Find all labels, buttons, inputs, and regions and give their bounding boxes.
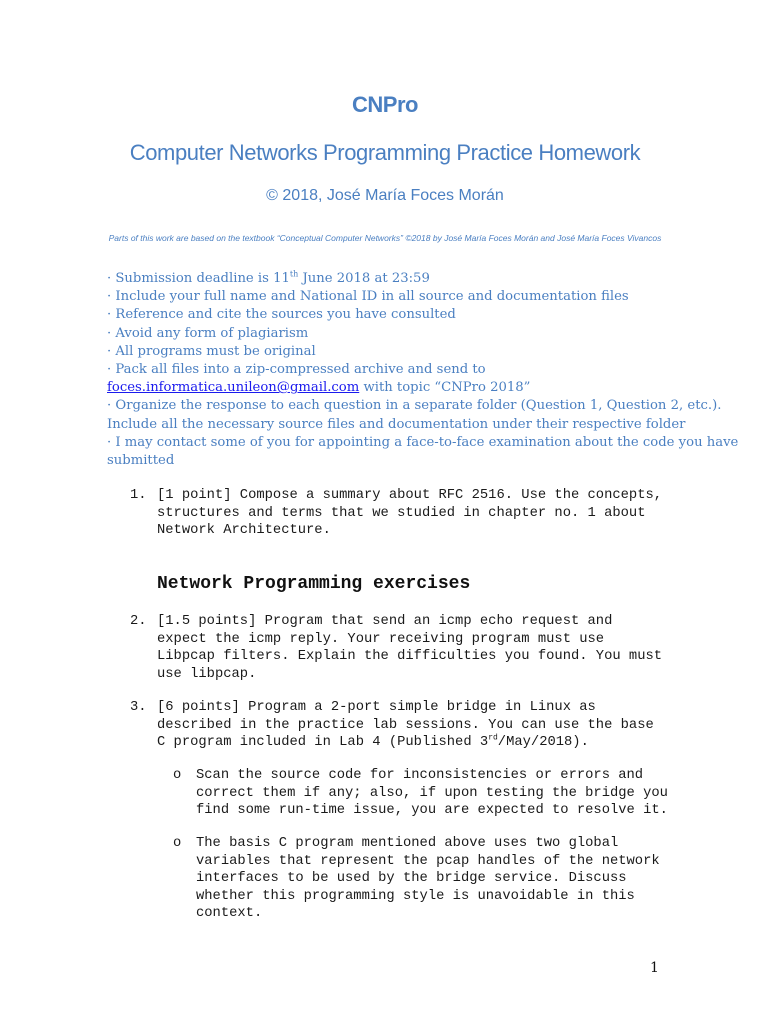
rule-cite: · Reference and cite the sources you have consulted	[107, 307, 456, 323]
question-line: use libpcap.	[157, 666, 257, 682]
subitem-line: variables that represent the pcap handles of the network	[196, 853, 660, 869]
rule-contact-1: · I may contact some of you for appointing a face-to-face examination about the code you have	[107, 434, 739, 450]
rule-contact-2: submitted	[107, 453, 175, 469]
question-line: described in the practice lab sessions. You can use the base	[157, 717, 654, 733]
subitem-line: find some run-time issue, you are expected to resolve it.	[196, 803, 668, 818]
question-line: [1.5 points] Program that send an icmp echo request and	[157, 614, 613, 629]
rules-list	[107, 269, 739, 470]
page-title: CNPro	[352, 92, 418, 117]
question-line: Libpcap filters. Explain the difficulties you found. You must	[157, 649, 663, 664]
copyright-line: © 2018, José María Foces Morán	[266, 187, 504, 204]
page-subtitle: Computer Networks Programming Practice Homework	[129, 140, 641, 165]
subitem-line: context.	[196, 906, 263, 921]
question-line: structures and terms that we studied in chapter no. 1 about	[157, 505, 646, 521]
rule-organize-1: · Organize the response to each question in a separate folder (Question 1, Question 2, etc.).	[107, 398, 722, 414]
question-line: C program included in Lab 4 (Published 3rd/May/2018).	[157, 733, 589, 750]
hollow-bullet-icon: o	[173, 836, 182, 851]
question-line: expect the icmp reply. Your receiving program must use	[157, 631, 605, 647]
rule-organize-2: Include all the necessary source files and documentation under their respective folder	[107, 416, 686, 432]
rule-name-id: · Include your full name and National ID in all source and documentation files	[107, 289, 629, 305]
subitem-line: correct them if any; also, if upon testing the bridge you	[196, 785, 668, 801]
rule-email-line: foces.informatica.unileon@gmail.com with topic “CNPro 2018”	[107, 380, 531, 396]
section-heading: Network Programming exercises	[157, 574, 471, 594]
subitem-line: whether this programming style is unavoidable in this	[196, 888, 635, 904]
question-line: Network Architecture.	[157, 523, 331, 538]
basis-note: Parts of this work are based on the textbook “Conceptual Computer Networks” ©2018 by José María Foces Morán and José María Foces Vivancos	[108, 233, 662, 243]
question-number: 2.	[130, 614, 147, 629]
rule-deadline: · Submission deadline is 11th June 2018 at 23:59	[107, 269, 430, 286]
rule-pack: · Pack all files into a zip-compressed archive and send to	[107, 362, 486, 378]
question-line: [6 points] Program a 2-port simple bridge in Linux as	[157, 700, 596, 715]
subitem-line: interfaces to be used by the bridge service. Discuss	[196, 871, 627, 886]
email-link[interactable]: foces.informatica.unileon@gmail.com	[107, 380, 360, 396]
question-number: 1.	[130, 488, 147, 503]
subitem-line: The basis C program mentioned above uses two global	[196, 836, 619, 851]
subitem-line: Scan the source code for inconsistencies or errors and	[196, 768, 644, 783]
page-number: 1	[650, 960, 659, 976]
rule-plagiarism: · Avoid any form of plagiarism	[107, 325, 309, 341]
question-number: 3.	[130, 700, 147, 715]
question-line: [1 point] Compose a summary about RFC 2516. Use the concepts,	[157, 488, 663, 503]
rule-original: · All programs must be original	[107, 343, 316, 359]
hollow-bullet-icon: o	[173, 768, 182, 783]
